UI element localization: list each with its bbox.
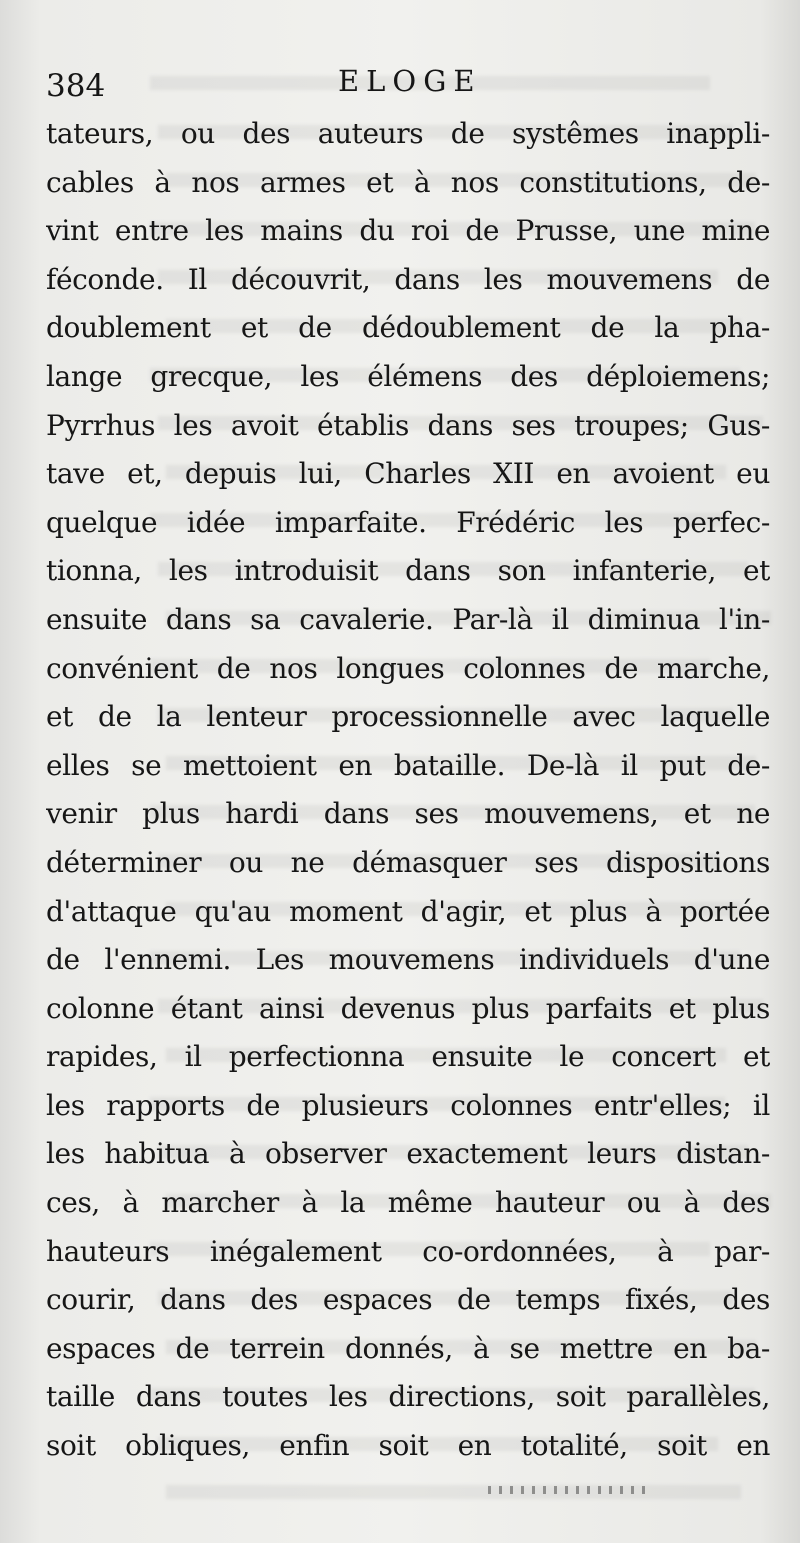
text-line: et de la lenteur processionnelle avec laquelle bbox=[46, 700, 770, 734]
bottom-ink-marks bbox=[488, 1486, 648, 1494]
text-line: les rapports de plusieurs colonnes entr'elles; il bbox=[46, 1088, 770, 1122]
text-line: d'attaque qu'au moment d'agir, et plus à portée bbox=[46, 894, 770, 928]
body-text bbox=[46, 110, 770, 1471]
text-line: hauteurs inégalement co-ordonnées, à par- bbox=[46, 1234, 770, 1268]
text-line: déterminer ou ne démasquer ses dispositions bbox=[46, 845, 770, 879]
page-number: 384 bbox=[46, 68, 106, 104]
text-line: de l'ennemi. Les mouvemens individuels d'une bbox=[46, 943, 770, 977]
text-line: courir, dans des espaces de temps fixés, des bbox=[46, 1283, 770, 1317]
text-line: colonne étant ainsi devenus plus parfaits et plus bbox=[46, 991, 770, 1025]
text-line: convénient de nos longues colonnes de marche, bbox=[46, 651, 770, 685]
text-line: tateurs, ou des auteurs de systêmes inappli- bbox=[46, 117, 770, 150]
text-line: venir plus hardi dans ses mouvemens, et ne bbox=[46, 797, 770, 831]
text-line: Pyrrhus les avoit établis dans ses troupes; Gus- bbox=[46, 408, 770, 442]
text-line: ensuite dans sa cavalerie. Par-là il diminua l'in- bbox=[46, 602, 770, 636]
text-line: vint entre les mains du roi de Prusse, une mine bbox=[46, 214, 770, 248]
text-line: soit obliques, enfin soit en totalité, soit en bbox=[46, 1429, 770, 1463]
text-line: taille dans toutes les directions, soit parallèles, bbox=[46, 1380, 770, 1414]
text-line: tionna, les introduisit dans son infanterie, et bbox=[46, 554, 770, 588]
text-line: doublement et de dédoublement de la pha- bbox=[46, 311, 770, 345]
show-through-line bbox=[166, 1485, 741, 1499]
text-line: ces, à marcher à la même hauteur ou à des bbox=[46, 1186, 770, 1220]
text-line: lange grecque, les élémens des déploiemens; bbox=[46, 359, 770, 393]
text-line: féconde. Il découvrit, dans les mouvemens de bbox=[46, 262, 770, 296]
text-line: quelque idée imparfaite. Frédéric les perfec- bbox=[46, 505, 770, 539]
text-line: les habitua à observer exactement leurs distan- bbox=[46, 1137, 770, 1171]
text-line: elles se mettoient en bataille. De-là il put de- bbox=[46, 748, 770, 782]
text-line: tave et, depuis lui, Charles XII en avoient eu bbox=[46, 457, 770, 491]
running-head: ELOGE bbox=[338, 64, 482, 98]
text-line: cables à nos armes et à nos constitutions, de- bbox=[46, 165, 770, 199]
text-line: rapides, il perfectionna ensuite le concert et bbox=[46, 1040, 770, 1074]
text-line: espaces de terrein donnés, à se mettre en ba- bbox=[46, 1331, 770, 1365]
